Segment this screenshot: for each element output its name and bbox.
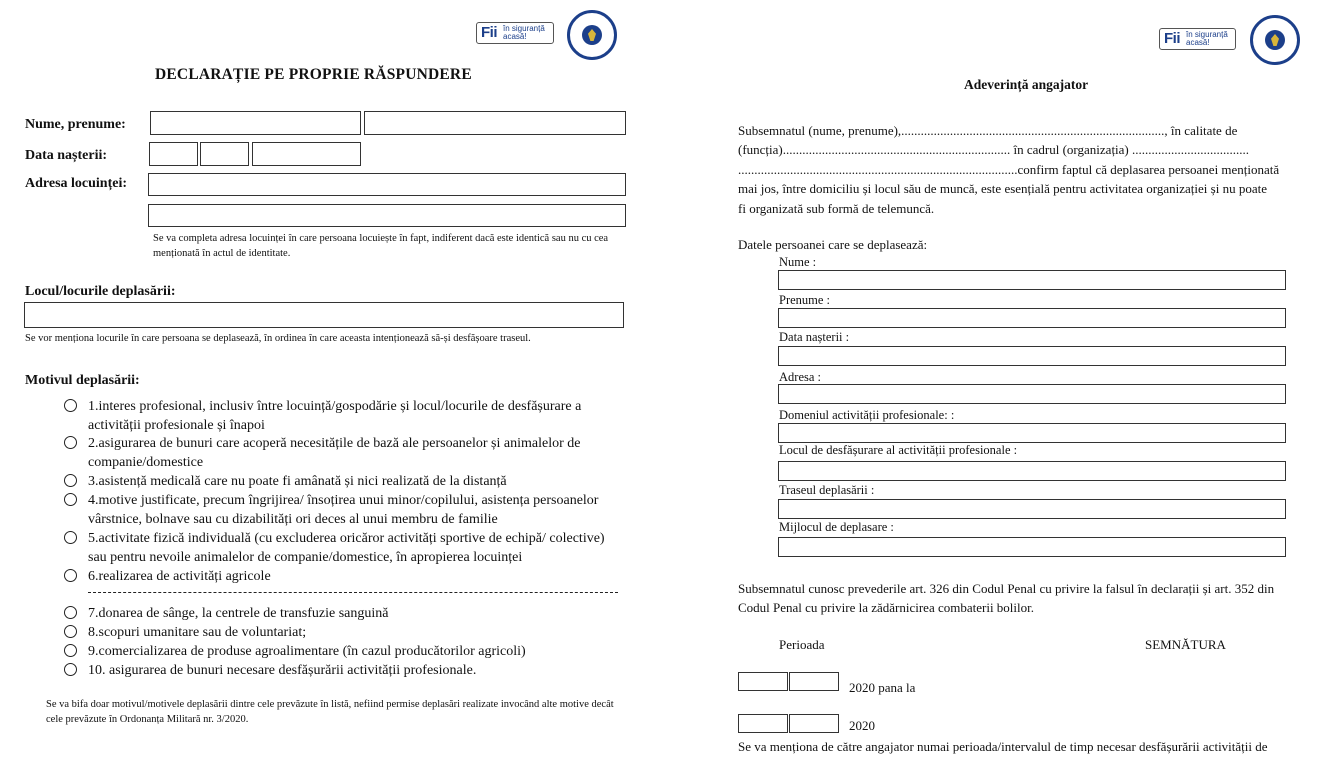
period-row-1-text: 2020 pana la (849, 680, 916, 695)
field-label-address: Adresa : (779, 370, 821, 384)
government-seal-icon (567, 10, 617, 60)
options-divider (88, 592, 618, 593)
period-label: Perioada (779, 637, 825, 652)
field-label-route: Traseul deplasării : (779, 483, 875, 497)
radio-icon[interactable] (64, 644, 77, 657)
birth-month-field[interactable] (200, 142, 249, 166)
address-field-2[interactable] (148, 204, 626, 227)
period-row-2-text: 2020 (849, 718, 875, 733)
person-data-label: Datele persoanei care se deplasează: (738, 237, 928, 252)
cert-line-5: fi organizată sub formă de telemuncă. (738, 201, 935, 216)
birth-date-label: Data nașterii: (25, 148, 108, 163)
reason-label: Motivul deplasării: (25, 373, 140, 388)
employer-certificate-title: Adeverință angajator (964, 77, 1089, 92)
name-label: Nume, prenume: (25, 117, 126, 132)
cert-line-2: (funcția)...................................................................... în cadrul (organizația) .................................... (738, 142, 1250, 157)
name-input[interactable] (778, 270, 1286, 290)
reason-footer-note: Se va bifa doar motivul/motivele deplasării dintre cele prevăzute în listă, nefiind permise deplasări realizate invocând alte motive decât cele prevăzute în Ordonanța Militară nr. 3/2020. (46, 699, 614, 725)
logo-tag-text: în siguranță acasă! (503, 24, 545, 41)
logo-main-text: Fii (1164, 30, 1180, 47)
first-name-field[interactable] (364, 111, 626, 135)
logo-tag-text: în siguranță acasă! (1186, 30, 1228, 47)
radio-icon[interactable] (64, 663, 77, 676)
cert-line-3: ......................................................................................confirm faptul că deplasarea persoanei menționată (738, 162, 1280, 177)
period-start-day-field[interactable] (738, 672, 788, 691)
radio-icon[interactable] (64, 531, 77, 544)
radio-icon[interactable] (64, 493, 77, 506)
field-label-name: Nume : (779, 255, 817, 269)
workplace-input[interactable] (778, 461, 1286, 481)
period-end-month-field[interactable] (789, 714, 839, 733)
domain-input[interactable] (778, 423, 1286, 443)
field-label-surname: Prenume : (779, 293, 831, 307)
places-label: Locul/locurile deplasării: (25, 284, 176, 299)
fii-in-siguranta-logo (476, 22, 554, 44)
signature-label: SEMNĂTURA (1145, 637, 1226, 652)
address-note: Se va completa adresa locuinței în care persoana locuiește în fapt, indiferent dacă este identică sau nu cu cea menționată în actul de identitate. (153, 233, 609, 259)
surname-input[interactable] (778, 308, 1286, 328)
address-label: Adresa locuinței: (25, 176, 128, 191)
birthdate-input[interactable] (778, 346, 1286, 366)
legal-line-2: Codul Penal cu privire la zădărnicirea combaterii bolilor. (738, 600, 1035, 615)
fii-in-siguranta-logo-right (1159, 28, 1236, 50)
radio-icon[interactable] (64, 625, 77, 638)
field-label-workplace: Locul de desfășurare al activității profesionale : (779, 443, 1018, 457)
radio-icon[interactable] (64, 606, 77, 619)
birth-year-field[interactable] (252, 142, 361, 166)
places-field[interactable] (24, 302, 624, 328)
government-seal-icon-right (1250, 15, 1300, 65)
places-note: Se vor menționa locurile în care persoana se deplasează, în ordinea în care aceasta intenționează să-și desfășoare traseul. (25, 333, 531, 344)
radio-icon[interactable] (64, 569, 77, 582)
address-input[interactable] (778, 384, 1286, 404)
address-field-1[interactable] (148, 173, 626, 196)
birth-day-field[interactable] (149, 142, 198, 166)
radio-icon[interactable] (64, 474, 77, 487)
legal-line-1: Subsemnatul cunosc prevederile art. 326 din Codul Penal cu privire la falsul în declarații și art. 352 din (738, 581, 1275, 596)
cert-line-1: Subsemnatul (nume, prenume),................................................................................., în calitate de (738, 123, 1238, 138)
route-input[interactable] (778, 499, 1286, 519)
field-label-domain: Domeniul activității profesionale: : (779, 408, 955, 422)
period-start-month-field[interactable] (789, 672, 839, 691)
period-end-day-field[interactable] (738, 714, 788, 733)
field-label-transport: Mijlocul de deplasare : (779, 520, 894, 534)
field-label-birthdate: Data nașterii : (779, 330, 850, 344)
logo-main-text: Fii (481, 24, 497, 41)
declaration-title: DECLARAȚIE PE PROPRIE RĂSPUNDERE (155, 66, 472, 83)
last-name-field[interactable] (150, 111, 361, 135)
radio-icon[interactable] (64, 399, 77, 412)
radio-icon[interactable] (64, 436, 77, 449)
transport-input[interactable] (778, 537, 1286, 557)
cert-line-4: mai jos, între domiciliu și locul său de muncă, este esențială pentru activitatea organizației și nu poate (738, 181, 1267, 196)
bottom-note: Se va menționa de către angajator numai perioada/intervalul de timp necesar desfășurării activității de (738, 739, 1268, 754)
